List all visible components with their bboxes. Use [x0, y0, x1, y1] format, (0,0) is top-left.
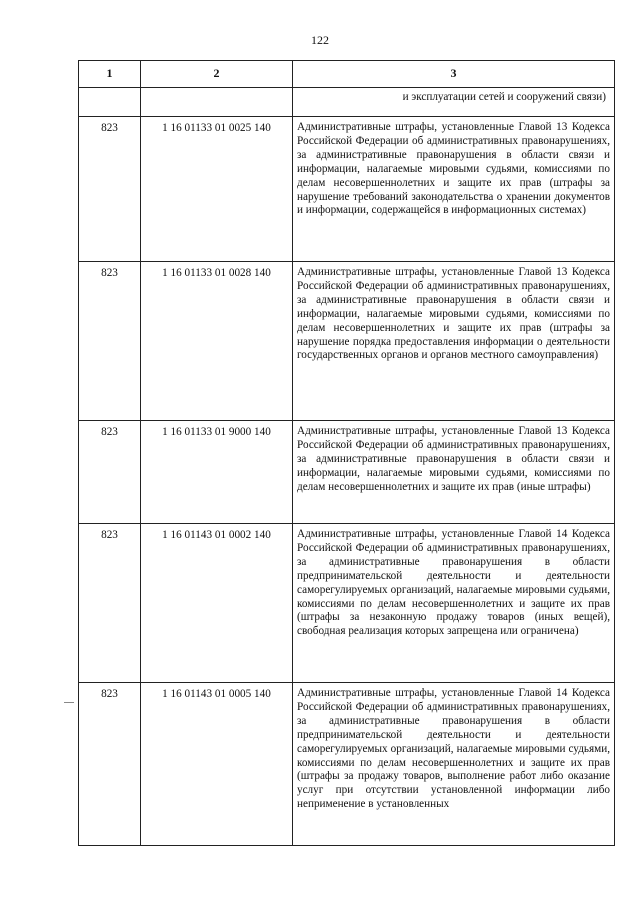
margin-mark	[64, 702, 74, 703]
table-header-row	[79, 61, 615, 88]
row-description: Административные штрафы, установленные Главой 14 Кодекса Российской Федерации об административных правонарушениях, за административные правонарушения в области предпринимательской деятельности и деятельности саморегулируемых организаций, налагаемые мировыми судьями, комиссиями по делам несовершеннолетних и защите их прав (штрафы за незаконную продажу товаров (иных вещей), свободная реализация которых запрещена или ограничена)	[297, 528, 610, 638]
kbk-code: 1 16 01133 01 0028 140	[141, 262, 293, 421]
continuation-text: и эксплуатации сетей и сооружений связи)	[293, 88, 615, 117]
row-description: Административные штрафы, установленные Главой 14 Кодекса Российской Федерации об административных правонарушениях, за административные правонарушения в области предпринимательской деятельности и деятельности саморегулируемых организаций, налагаемые мировыми судьями, комиссиями по делам несовершеннолетних и защите их прав (штрафы за продажу товаров, выполнение работ либо оказание услуг при отсутствии установленной информации либо неприменение в установленных	[297, 687, 610, 811]
table-row	[79, 117, 615, 262]
cell-empty	[141, 88, 293, 117]
row-description-cell	[293, 117, 615, 262]
header-col-3: 3	[293, 61, 615, 88]
kbk-code: 1 16 01133 01 9000 140	[141, 421, 293, 524]
table-row-continuation	[79, 88, 615, 117]
cell-empty	[79, 88, 141, 117]
admin-code: 823	[79, 524, 141, 683]
header-col-2: 2	[141, 61, 293, 88]
admin-code: 823	[79, 117, 141, 262]
row-description-cell	[293, 524, 615, 683]
table-row	[79, 262, 615, 421]
header-col-1: 1	[79, 61, 141, 88]
admin-code: 823	[79, 683, 141, 846]
table-row	[79, 421, 615, 524]
budget-codes-table	[78, 60, 615, 846]
table-row	[79, 524, 615, 683]
kbk-code: 1 16 01143 01 0002 140	[141, 524, 293, 683]
row-description: Административные штрафы, установленные Главой 13 Кодекса Российской Федерации об административных правонарушениях, за административные правонарушения в области связи и информации, налагаемые мировыми судьями, комиссиями по делам несовершеннолетних и защите их прав (штрафы за нарушение порядка предоставления информации о деятельности государственных органов и органов местного самоуправления)	[297, 266, 610, 362]
row-description-cell	[293, 421, 615, 524]
row-description: Административные штрафы, установленные Главой 13 Кодекса Российской Федерации об административных правонарушениях, за административные правонарушения в области связи и информации, налагаемые мировыми судьями, комиссиями по делам несовершеннолетних и защите их прав (иные штрафы)	[297, 425, 610, 493]
table-row	[79, 683, 615, 846]
kbk-code: 1 16 01143 01 0005 140	[141, 683, 293, 846]
row-description-cell	[293, 262, 615, 421]
row-description-cell	[293, 683, 615, 846]
page-number: 122	[311, 33, 329, 47]
admin-code: 823	[79, 421, 141, 524]
kbk-code: 1 16 01133 01 0025 140	[141, 117, 293, 262]
admin-code: 823	[79, 262, 141, 421]
row-description: Административные штрафы, установленные Главой 13 Кодекса Российской Федерации об административных правонарушениях, за административные правонарушения в области связи и информации, налагаемые мировыми судьями, комиссиями по делам несовершеннолетних и защите их прав (штрафы за нарушение требований законодательства о хранении документов и информации, содержащейся в информационных системах)	[297, 121, 610, 217]
